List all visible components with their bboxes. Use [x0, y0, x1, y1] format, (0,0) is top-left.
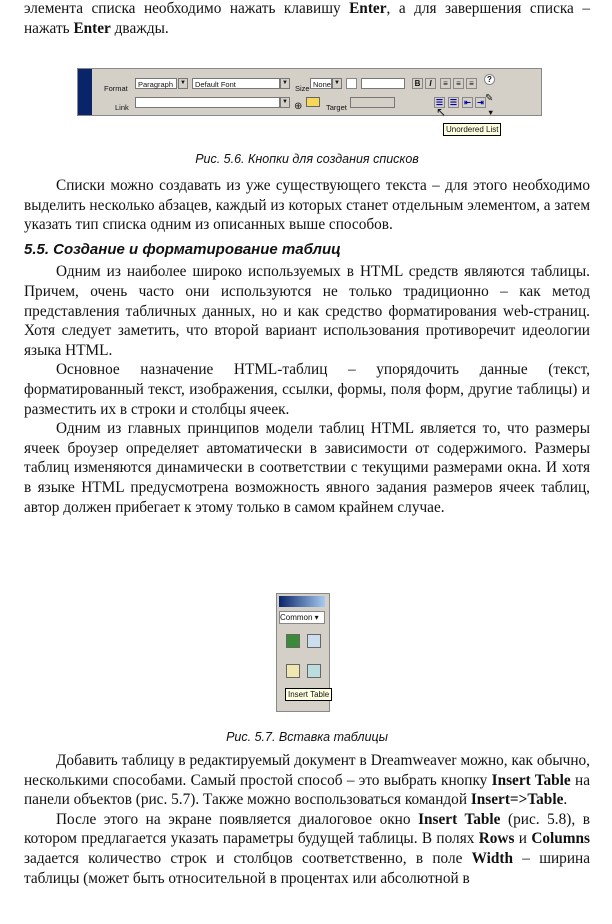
panel-grip: [78, 69, 92, 115]
category-select: Common ▾: [279, 611, 325, 624]
font-select: Default Font: [192, 78, 280, 89]
unordered-list-icon: ☰: [435, 98, 444, 107]
chevron-down-icon: ▼: [280, 97, 290, 108]
text-run: .: [563, 791, 568, 809]
align-center-icon: ≡: [453, 78, 464, 89]
paragraph: [24, 419, 590, 517]
chevron-down-icon: ▼: [178, 78, 188, 89]
italic-button: I: [425, 78, 436, 89]
section-heading: 5.5. Создание и форматирование таблиц: [24, 240, 341, 258]
image-icon: [286, 634, 300, 648]
format-select: Paragraph: [135, 78, 177, 89]
category-label: Common: [280, 613, 313, 622]
bold-term: Enter: [349, 0, 387, 17]
align-right-icon: ≡: [466, 78, 477, 89]
outdent-icon: ⇤: [462, 97, 473, 108]
intro-text: [24, 0, 590, 38]
quick-tag-icon: ✎: [485, 93, 494, 104]
folder-icon: [306, 97, 320, 107]
paragraph: [24, 810, 590, 888]
indent-icon: ⇥: [475, 97, 486, 108]
format-label: Format: [104, 84, 128, 93]
bold-button: B: [412, 78, 423, 89]
cursor-icon: ↖: [436, 105, 447, 119]
panel-titlebar: [279, 596, 325, 607]
bold-term: Rows: [478, 830, 515, 848]
insert-table-icon: [286, 664, 300, 678]
text-run: После этого на экране появляется диалоговое окно: [56, 810, 419, 828]
paragraph: [24, 751, 590, 810]
text-run: Одним из наиболее широко используемых в HTML средств являются таблицы. Причем, очень часто они используются не только традиционно – как метод представления табличных данных, но и как средство форматирования web-страниц. Хотя следует заметить, что второй вариант использования противоречит идеологии языка HTML.: [24, 263, 590, 359]
chevron-down-icon: ▼: [332, 78, 342, 89]
bold-term: Enter: [73, 19, 111, 37]
size-label: Size: [295, 84, 310, 93]
text-run: Основное назначение HTML-таблиц – упорядочить данные (текст, форматированный текст, изображения, ссылки, формы, поля форм, другие таблицы) и разместить их в строки и столбцы ячеек.: [24, 361, 590, 418]
text-run: Добавить таблицу в редактируемый документ в Dreamweaver можно, как обычно, несколькими способами. Самый простой способ – это выбрать кнопку: [24, 752, 590, 789]
text-run: задается количество строк и столбцов соответственно, в поле: [24, 849, 472, 867]
text-run: элемента списка необходимо нажать клавишу: [24, 0, 350, 17]
text-run: Одним из главных принципов модели таблиц HTML является то, что размеры ячеек броузер определяет автоматически в зависимости от содержимого. Размеры таблиц изменяются динамически в соответствии с текущими размерами окна. И хотя в языке HTML предусмотрена возможность явного задания размеров ячеек таблиц, автор должен прибегает к этому только в самом крайнем случае.: [24, 420, 590, 516]
figure-caption: Рис. 5.7. Вставка таблицы: [226, 730, 388, 744]
text-run: на панели объектов (рис. 5.7). Также можно воспользоваться командой: [24, 771, 590, 809]
paragraph: [24, 0, 590, 38]
link-field: [135, 97, 280, 108]
text-run: Списки можно создавать из уже существующего текста – для этого необходимо выделить несколько абзацев, каждый из которых станет отдельным элементом, а затем указать тип списка одним из описанных выше способов.: [24, 177, 590, 234]
text-run: (рис. 5.8), в котором предлагается указать параметры будущей таблицы. В полях: [24, 810, 590, 848]
color-field: [361, 78, 405, 89]
rollover-image-icon: [307, 634, 321, 648]
property-inspector-screenshot: [77, 68, 542, 119]
figure-caption: Рис. 5.6. Кнопки для создания списков: [195, 152, 419, 166]
layer-icon: [307, 664, 321, 678]
bold-term: Insert Table: [491, 771, 571, 789]
paragraph: [24, 262, 590, 360]
text-run: и: [514, 830, 532, 848]
align-left-icon: ≡: [440, 78, 451, 89]
bold-term: Width: [471, 849, 514, 867]
ordered-list-icon: ☰: [449, 98, 458, 107]
tooltip: Unordered List: [443, 123, 501, 136]
text-run: – ширина таблицы (может быть относительной в процентах или абсолютной в: [24, 849, 590, 887]
paragraph: [24, 360, 590, 419]
target-select: [350, 97, 395, 108]
tooltip: Insert Table: [285, 688, 332, 701]
bold-term: Insert=>Table: [470, 791, 564, 809]
bold-term: Columns: [531, 830, 590, 848]
color-picker-icon: [346, 78, 357, 89]
text-run: дважды.: [110, 19, 169, 37]
help-icon: ?: [484, 74, 495, 85]
size-select: None: [310, 78, 332, 89]
link-label: Link: [115, 103, 129, 112]
bold-term: Insert Table: [418, 810, 501, 828]
chevron-down-icon: ▼: [280, 78, 290, 89]
point-to-file-icon: ⊕: [294, 101, 303, 112]
target-label: Target: [326, 103, 347, 112]
text-run: , а для завершения списка – нажать: [24, 0, 590, 37]
paragraph: [24, 176, 590, 235]
expand-arrow-icon: ▼: [487, 108, 495, 117]
